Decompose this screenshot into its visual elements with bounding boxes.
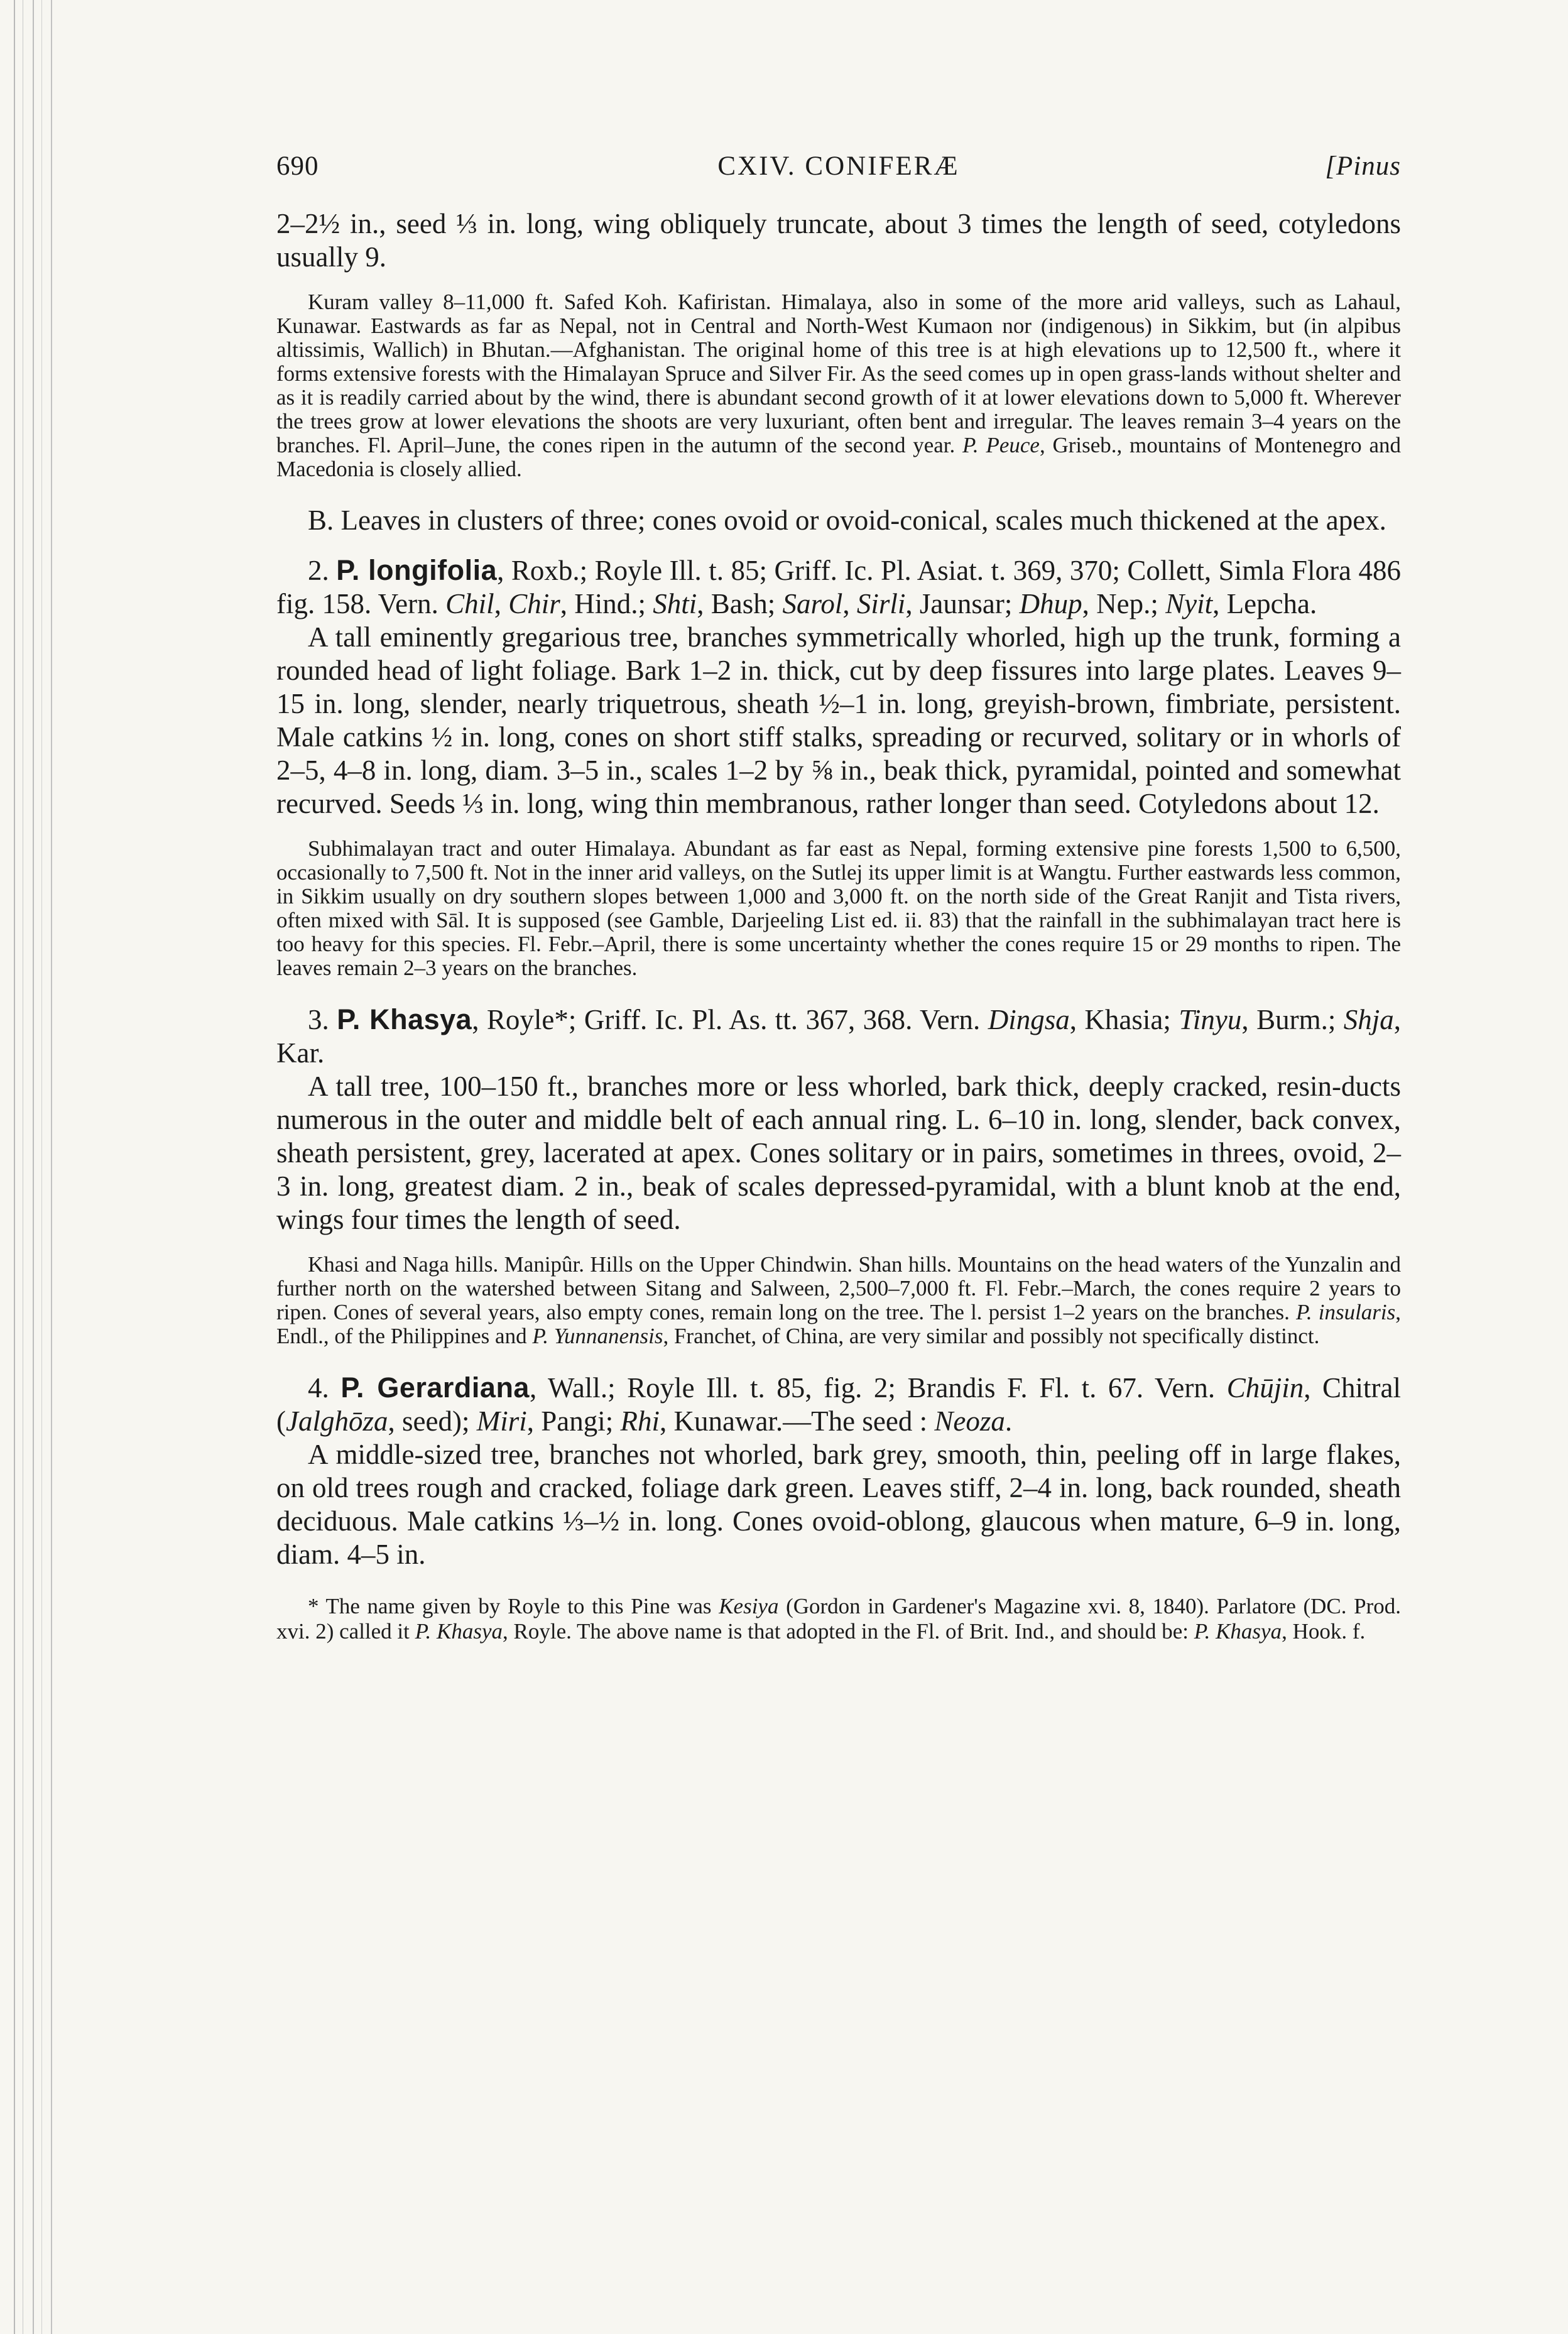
species-2-description: A tall eminently gregarious tree, branches symmetrically whorled, high up the trunk, forming a rounded head of light foliage. Bark 1–2 in. thick, cut by deep fissures into large plates. Leaves 9–15 in. long, slender, nearly triquetrous, sheath ½–1 in. long, greyish-brown, fimbriate, persistent. Male catkins ½ in. long, cones on short stiff stalks, spreading or recurved, solitary or in whorls of 2–5, 4–8 in. long, diam. 3–5 in., scales 1–2 by ⅝ in., beak thick, pyramidal, pointed and somewhat recurved. Seeds ⅓ in. long, wing thin membranous, rather longer than seed. Cotyledons about 12. — [276, 621, 1401, 819]
species-4-number: 4. — [308, 1372, 329, 1404]
separator: , Chitral ( — [276, 1372, 1402, 1437]
separator: , Pangi; — [526, 1405, 621, 1437]
species-3-number: 3. — [308, 1004, 329, 1035]
footnote-text: * The name given by Royle to this Pine was — [308, 1594, 719, 1618]
continuation-text: 2–2½ in., seed ⅓ in. long, wing obliquely truncate, about 3 times the length of seed, cotyledons usually 9. — [276, 208, 1401, 273]
binding-edge-lines — [0, 0, 75, 2334]
footnote-italic: P. Khasya — [1194, 1619, 1282, 1644]
footnote-text: (Gordon in Gardener's Magazine xvi. 8, 1840). Parlatore (DC. Prod. xvi. 2) called it — [276, 1594, 1402, 1644]
footnote-text: , Royle. The above name is that adopted in the Fl. of Brit. Ind., and should be: — [503, 1619, 1194, 1644]
running-title: CXIV. CONIFERÆ — [717, 151, 960, 181]
species-2-heading — [276, 554, 1401, 621]
separator: , — [842, 588, 857, 619]
species-2-distribution-notes: Subhimalayan tract and outer Himalaya. Abundant as far east as Nepal, forming extensive pine forests 1,500 to 6,500, occasionally to 7,500 ft. Not in the inner arid valleys, on the Sutlej its upper limit is at Wangtu. Further eastwards less common, in Sikkim usually on dry southern slopes between 1,000 and 3,000 ft. on the north side of the Great Ranjit and Tista rivers, often mixed with Sāl. It is supposed (see Gamble, Darjeeling List ed. ii. 83) that the rainfall in the subhimalayan tract here is too heavy for this species. Fl. Febr.–April, there is some uncertainty whether the cones require 15 or 29 months to ripen. The leaves remain 2–3 years on the branches. — [276, 836, 1401, 980]
separator: , seed); — [388, 1405, 477, 1437]
separator: , Kar. — [276, 1004, 1402, 1069]
vernacular-name: Chir — [508, 588, 560, 619]
species-2-name: P. longifolia — [336, 554, 498, 586]
vernacular-name: Dhup — [1019, 588, 1082, 619]
notes-body: , Franchet, of China, are very similar and possibly not specifically distinct. — [663, 1324, 1320, 1348]
species-2-number: 2. — [308, 555, 329, 586]
species-3-name: P. Khasya — [337, 1003, 472, 1035]
species-3-heading — [276, 1003, 1401, 1070]
species-4-citation: , Wall.; Royle Ill. t. 85, fig. 2; Brandis F. Fl. t. 67. Vern. — [529, 1372, 1216, 1404]
vernacular-name: Nyit — [1165, 588, 1213, 619]
notes-body: Kuram valley 8–11,000 ft. Safed Koh. Kafiristan. Himalaya, also in some of the more arid valleys, such as Lahaul, Kunawar. Eastwards as far as Nepal, not in Central and North-West Kumaon nor (indigenous) in Sikkim, but (in alpibus altissimis, Wallich) in Bhutan.—Afghanistan. The original home of this tree is at high elevations up to 12,500 ft., where it forms extensive forests with the Himalayan Spruce and Silver Fir. As the seed comes up in open grass-lands without shelter and as it is readily carried about by the wind, there is abundant second growth of it at lower elevations down to 5,000 ft. Wherever the trees grow at lower elevations the shoots are very luxuriant, often bent and irregular. The leaves remain 3–4 years on the branches. Fl. April–June, the cones ripen in the autumn of the second year. — [276, 290, 1401, 457]
notes-body: , Endl., of the Philippines and — [276, 1300, 1402, 1348]
vernacular-name: Dingsa — [988, 1004, 1070, 1035]
running-genus: [Pinus — [1325, 151, 1401, 181]
footnote — [276, 1594, 1401, 1644]
running-header — [276, 151, 1401, 207]
vernacular-name: Sarol — [782, 588, 843, 619]
vernacular-name: Shti — [653, 588, 697, 619]
vernacular-name: Chūjin — [1226, 1372, 1304, 1404]
separator: , Hind.; — [560, 588, 653, 619]
related-species-name: P. Yunnanensis — [532, 1324, 663, 1348]
notes-body: Khasi and Naga hills. Manipûr. Hills on the Upper Chindwin. Shan hills. Mountains on the head waters of the Yunzalin and further north on the watershed between Sitang and Salween, 2,500–7,000 ft. Fl. Febr.–March, the cones require 2 years to ripen. Cones of several years, also empty cones, remain long on the tree. The l. persist 1–2 years on the branches. — [276, 1252, 1401, 1324]
separator: , Nep.; — [1082, 588, 1166, 619]
species-3-description: A tall tree, 100–150 ft., branches more or less whorled, bark thick, deeply cracked, resin-ducts numerous in the outer and middle belt of each annual ring. L. 6–10 in. long, slender, back convex, sheath persistent, grey, lacerated at apex. Cones solitary or in pairs, sometimes in threes, ovoid, 2–3 in. long, greatest diam. 2 in., beak of scales depressed-pyramidal, with a blunt knob at the end, wings four times the length of seed. — [276, 1071, 1401, 1235]
species-4-name: P. Gerardiana — [340, 1371, 530, 1404]
species-3-citation: , Royle*; Griff. Ic. Pl. As. tt. 367, 368. Vern. — [472, 1004, 981, 1035]
species-1-distribution-notes — [276, 290, 1401, 481]
separator: , — [494, 588, 509, 619]
vernacular-name: Rhi — [620, 1405, 660, 1437]
footnote-text: , Hook. f. — [1282, 1619, 1366, 1644]
species-2-citation: , Roxb.; Royle Ill. t. 85; Griff. Ic. Pl. Asiat. t. 369, 370; Collett, Simla Flora 486 fig. 158. Vern. — [276, 555, 1401, 619]
footnote-italic: Kesiya — [719, 1594, 779, 1618]
vernacular-name: Miri — [476, 1405, 527, 1437]
vernacular-name: Chil — [445, 588, 494, 619]
vernacular-name: Neoza — [934, 1405, 1005, 1437]
vernacular-name: Tinyu — [1179, 1004, 1242, 1035]
section-b-heading: B. Leaves in clusters of three; cones ovoid or ovoid-conical, scales much thickened at the apex. — [308, 504, 1386, 536]
separator: , Kunawar.—The seed : — [659, 1405, 935, 1437]
separator: . — [1004, 1405, 1013, 1437]
page-number: 690 — [276, 151, 319, 181]
allied-species-name: P. Peuce — [962, 433, 1040, 457]
separator: , Khasia; — [1069, 1004, 1179, 1035]
allied-species-text: , Griseb., mountains of Montenegro and Macedonia is closely allied. — [276, 433, 1401, 481]
footnote-italic: P. Khasya — [415, 1619, 503, 1644]
vernacular-name: Jalghōza — [286, 1405, 388, 1437]
species-4-heading — [276, 1371, 1401, 1438]
species-4-description: A middle-sized tree, branches not whorled, bark grey, smooth, thin, peeling off in large flakes, on old trees rough and cracked, foliage dark green. Leaves stiff, 2–4 in. long, back rounded, sheath deciduous. Male catkins ⅓–½ in. long. Cones ovoid-oblong, glaucous when mature, 6–9 in. long, diam. 4–5 in. — [276, 1439, 1401, 1570]
separator: , Lepcha. — [1212, 588, 1317, 619]
separator: , Jaunsar; — [905, 588, 1020, 619]
vernacular-name: Shja — [1343, 1004, 1394, 1035]
page-body — [276, 151, 1401, 1644]
separator: , Bash; — [697, 588, 783, 619]
separator: , Burm.; — [1241, 1004, 1344, 1035]
species-3-distribution-notes — [276, 1253, 1401, 1348]
related-species-name: P. insularis — [1295, 1300, 1396, 1324]
vernacular-name: Sirli — [856, 588, 906, 619]
